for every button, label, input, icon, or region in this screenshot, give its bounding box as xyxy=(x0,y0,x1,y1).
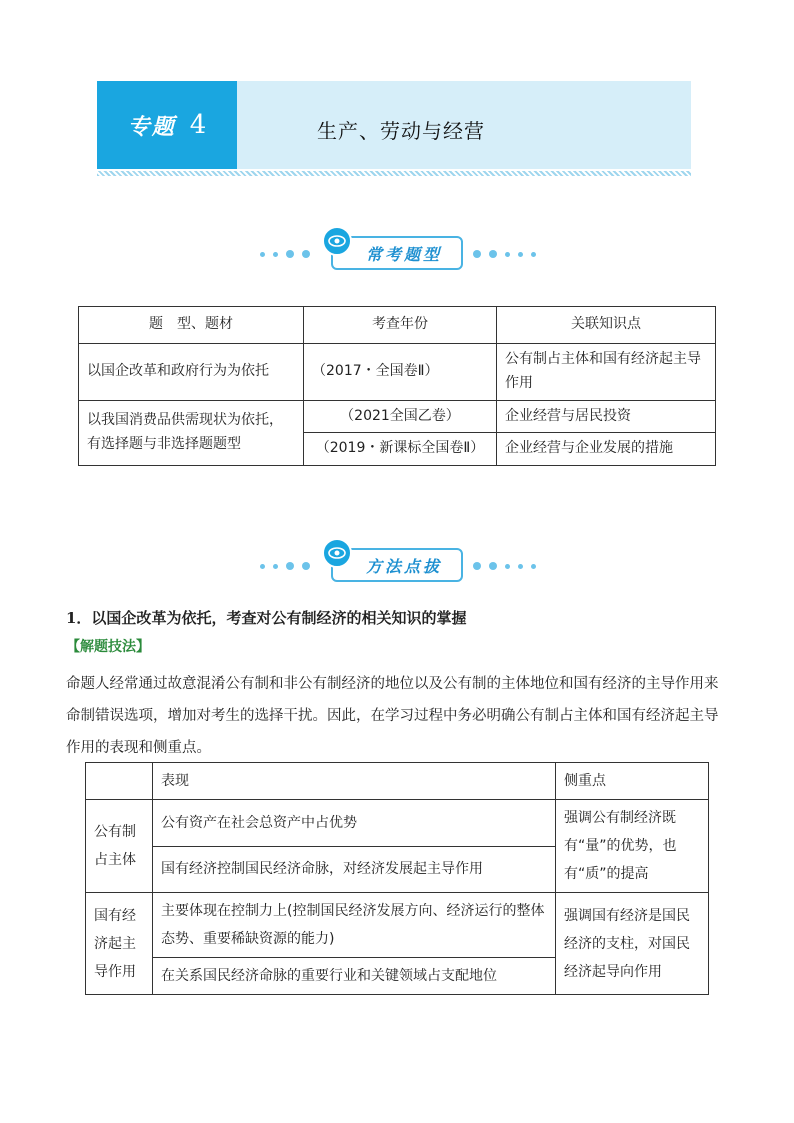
group-label: 国有经济起主导作用 xyxy=(86,893,153,995)
solution-tip-label: 【解题技法】 xyxy=(66,639,150,655)
year-cell: （2021全国乙卷） xyxy=(304,400,497,433)
focus-cell: 强调公有制经济既有“量”的优势，也有“质”的提高 xyxy=(556,800,709,893)
expression-cell: 公有资产在社会总资产中占优势 xyxy=(153,800,556,847)
topic-cell: 以我国消费品供需现状为依托，有选择题与非选择题题型 xyxy=(79,400,304,466)
eye-icon xyxy=(322,538,352,568)
table-header-row xyxy=(86,763,709,800)
question-title: 1．以国企改革为依托，考查对公有制经济的相关知识的掌握 xyxy=(66,609,467,627)
group-label: 公有制占主体 xyxy=(86,800,153,893)
year-cell: （2017・全国卷Ⅱ） xyxy=(304,344,497,401)
focus-cell: 强调国有经济是国民经济的支柱，对国民经济起导向作用 xyxy=(556,893,709,995)
topic-title: 生产、劳动与经营 xyxy=(317,119,485,143)
section-heading: 方法点拔 xyxy=(365,556,442,576)
banner-stripe xyxy=(97,171,691,176)
table-row xyxy=(79,400,716,433)
comparison-table xyxy=(85,762,709,995)
question-types-table xyxy=(78,306,716,466)
explanation-paragraph: 命题人经常通过故意混淆公有制和非公有制经济的地位以及公有制的主体地位和国有经济的主导作用来命制错误选项，增加对考生的选择干扰。因此，在学习过程中务必明确公有制占主体和国有经济起主导作用的表现和侧重点。 xyxy=(66,676,719,756)
section-heading: 常考题型 xyxy=(365,244,442,264)
right-dots xyxy=(473,562,536,570)
topic-banner xyxy=(97,81,691,169)
topic-tag-box xyxy=(97,81,237,169)
topic-cell: 以国企改革和政府行为为依托 xyxy=(79,344,304,401)
topic-number: 4 xyxy=(189,110,207,140)
table-row xyxy=(79,344,716,401)
corner-cell xyxy=(86,763,153,800)
col-focus: 侧重点 xyxy=(556,763,709,800)
expression-cell: 在关系国民经济命脉的重要行业和关键领域占支配地位 xyxy=(153,958,556,995)
knowledge-cell: 企业经营与居民投资 xyxy=(497,400,716,433)
expression-cell: 主要体现在控制力上(控制国民经济发展方向、经济运行的整体态势、重要稀缺资源的能力) xyxy=(153,893,556,958)
topic-title-box xyxy=(237,81,691,169)
table-header-row xyxy=(79,307,716,344)
left-dots xyxy=(260,250,310,258)
table-row xyxy=(86,893,709,958)
eye-icon xyxy=(322,226,352,256)
topic-tag: 专题 xyxy=(127,113,176,140)
col-topic: 题 型、题材 xyxy=(79,307,304,344)
knowledge-cell: 企业经营与企业发展的措施 xyxy=(497,433,716,466)
col-year: 考查年份 xyxy=(304,307,497,344)
col-knowledge: 关联知识点 xyxy=(497,307,716,344)
knowledge-cell: 公有制占主体和国有经济起主导作用 xyxy=(497,344,716,401)
section-method xyxy=(0,540,794,590)
col-expression: 表现 xyxy=(153,763,556,800)
right-dots xyxy=(473,250,536,258)
section-common-types xyxy=(0,228,794,278)
table-row xyxy=(86,800,709,847)
left-dots xyxy=(260,562,310,570)
year-cell: （2019・新课标全国卷Ⅱ） xyxy=(304,433,497,466)
expression-cell: 国有经济控制国民经济命脉，对经济发展起主导作用 xyxy=(153,846,556,893)
